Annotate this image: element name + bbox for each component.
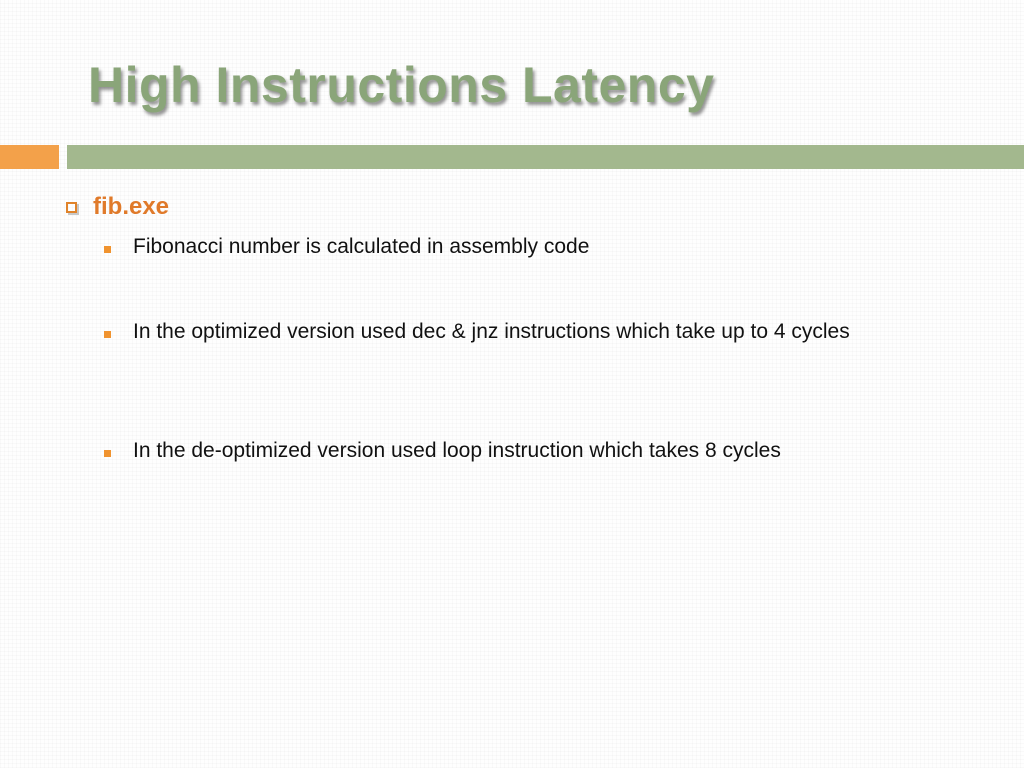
bullet-text: In the optimized version used dec & jnz instructions which take up to 4 cycles [133, 320, 850, 343]
bullet-text: In the de-optimized version used loop instruction which takes 8 cycles [133, 439, 781, 462]
heading-text: fib.exe [93, 193, 170, 220]
square-bullet-icon [104, 331, 111, 338]
square-bullet-icon [104, 450, 111, 457]
slide-title: High Instructions Latency [88, 57, 715, 113]
slide-content [60, 190, 980, 462]
accent-band-green [67, 145, 1024, 169]
bullet-text: Fibonacci number is calculated in assembly code [133, 235, 590, 258]
list-item [104, 440, 954, 468]
checkbox-bullet-icon [66, 202, 77, 213]
accent-band-orange [0, 145, 59, 169]
list-item [104, 236, 954, 264]
square-bullet-icon [104, 246, 111, 253]
list-item [104, 321, 954, 349]
heading-row [60, 190, 980, 224]
